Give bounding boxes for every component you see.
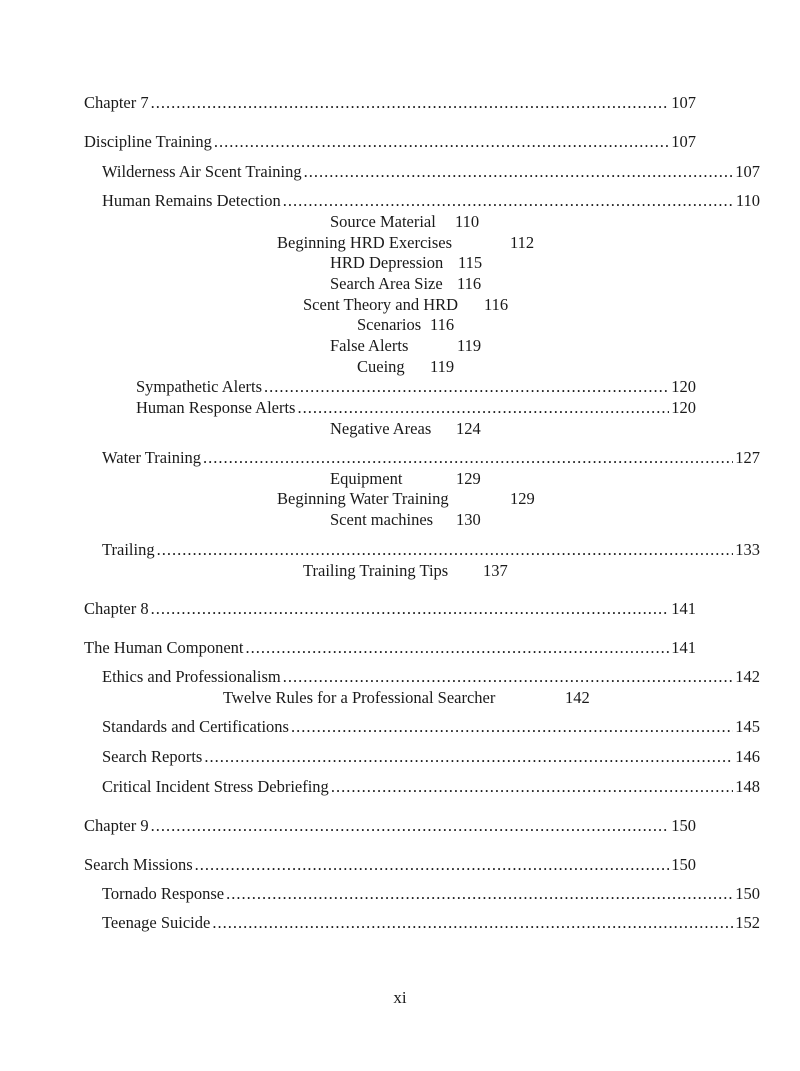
dot-leader [297, 398, 669, 418]
toc-subentry-page: 116 [430, 315, 455, 334]
toc-label: Search Missions [84, 855, 193, 874]
toc-label: Human Response Alerts [136, 398, 296, 417]
toc-subentry-label: Cueing [357, 357, 405, 376]
toc-subentry-page: 129 [510, 489, 535, 508]
toc-label: Critical Incident Stress Debriefing [102, 777, 329, 796]
dot-leader [204, 747, 733, 767]
dot-leader [245, 638, 669, 658]
toc-subentry-page: 130 [456, 510, 481, 529]
toc-subentry-label: Scent machines [330, 510, 434, 529]
toc-entry [102, 913, 760, 933]
toc-subentry-page: 119 [457, 336, 482, 355]
toc-label: The Human Component [84, 638, 244, 657]
toc-entry [102, 717, 760, 737]
toc-subentry-label: Twelve Rules for a Professional Searcher [223, 688, 496, 707]
toc-page-number: 145 [735, 717, 760, 736]
toc-page-number: 110 [735, 191, 760, 210]
toc-subentry-label: Trailing Training Tips [303, 561, 449, 580]
dot-leader [283, 667, 734, 687]
toc-page-number: 150 [671, 855, 696, 874]
toc-subentry-label: Beginning Water Training [277, 489, 449, 508]
dot-leader [157, 540, 734, 560]
toc-page-number: 146 [735, 747, 760, 766]
dot-leader [264, 377, 669, 397]
toc-subentry-label: Beginning HRD Exercises [277, 233, 453, 252]
toc-subentry-label: Equipment [330, 469, 403, 488]
toc-label: Wilderness Air Scent Training [102, 162, 302, 181]
toc-subentry-page: 129 [456, 469, 481, 488]
toc-label: Standards and Certifications [102, 717, 289, 736]
toc-subentry-page: 124 [456, 419, 481, 438]
toc-entry [84, 93, 696, 113]
toc-entry [136, 398, 696, 418]
toc-entry [102, 448, 760, 468]
toc-page-number: 107 [671, 132, 696, 151]
toc-page-number: 120 [671, 398, 696, 417]
dot-leader [151, 599, 670, 619]
toc-label: Search Reports [102, 747, 203, 766]
toc-subentry-label: HRD Depression [330, 253, 444, 272]
toc-label: Discipline Training [84, 132, 212, 151]
dot-leader [203, 448, 733, 468]
toc-entry [84, 816, 696, 836]
toc-subentry-page: 110 [455, 212, 480, 231]
toc-entry [84, 132, 696, 152]
toc-entry [84, 638, 696, 658]
toc-page-number: 141 [671, 638, 696, 657]
toc-page-number: 107 [735, 162, 760, 181]
toc-entry [136, 377, 696, 397]
toc-subentry-label: Source Material [330, 212, 436, 231]
dot-leader [151, 93, 670, 113]
toc-subentry-page: 137 [483, 561, 508, 580]
toc-subentry-label: False Alerts [330, 336, 409, 355]
dot-leader [304, 162, 734, 182]
toc-page-number: 141 [671, 599, 696, 618]
toc-label: Sympathetic Alerts [136, 377, 263, 396]
toc-subentry-label: Negative Areas [330, 419, 432, 438]
toc-entry [102, 540, 760, 560]
dot-leader [291, 717, 733, 737]
toc-label: Chapter 7 [84, 93, 149, 112]
toc-subentry-page: 115 [458, 253, 483, 272]
toc-page-number: 150 [671, 816, 696, 835]
dot-leader [331, 777, 733, 797]
dot-leader [212, 913, 733, 933]
toc-label: Trailing [102, 540, 155, 559]
toc-label: Tornado Response [102, 884, 225, 903]
toc-label: Water Training [102, 448, 202, 467]
toc-page-number: 142 [735, 667, 760, 686]
toc-entry [102, 884, 760, 904]
toc-label: Teenage Suicide [102, 913, 211, 932]
dot-leader [283, 191, 734, 211]
toc-subentry-page: 112 [510, 233, 535, 252]
dot-leader [195, 855, 670, 875]
page-number: xi [393, 988, 407, 1007]
toc-page-number: 150 [735, 884, 760, 903]
toc-subentry-label: Search Area Size [330, 274, 443, 293]
toc-entry [102, 191, 760, 211]
toc-subentry-page: 116 [484, 295, 509, 314]
toc-label: Human Remains Detection [102, 191, 281, 210]
toc-entry [102, 667, 760, 687]
toc-entry [102, 162, 760, 182]
toc-subentry-page: 142 [565, 688, 590, 707]
dot-leader [214, 132, 669, 152]
toc-subentry-page: 116 [457, 274, 482, 293]
toc-page-number: 120 [671, 377, 696, 396]
toc-page-number: 133 [735, 540, 760, 559]
toc-subentry-page: 119 [430, 357, 455, 376]
toc-label: Ethics and Professionalism [102, 667, 281, 686]
toc-label: Chapter 9 [84, 816, 149, 835]
toc-page-number: 107 [671, 93, 696, 112]
toc-page-number: 148 [735, 777, 760, 796]
toc-subentry-label: Scent Theory and HRD [303, 295, 459, 314]
toc-subentry-label: Scenarios [357, 315, 422, 334]
dot-leader [226, 884, 733, 904]
toc-page-number: 127 [735, 448, 760, 467]
toc-entry [84, 855, 696, 875]
toc-entry [84, 599, 696, 619]
toc-entry [102, 747, 760, 767]
dot-leader [151, 816, 670, 836]
toc-label: Chapter 8 [84, 599, 149, 618]
toc-entry [102, 777, 760, 797]
toc-page-number: 152 [735, 913, 760, 932]
